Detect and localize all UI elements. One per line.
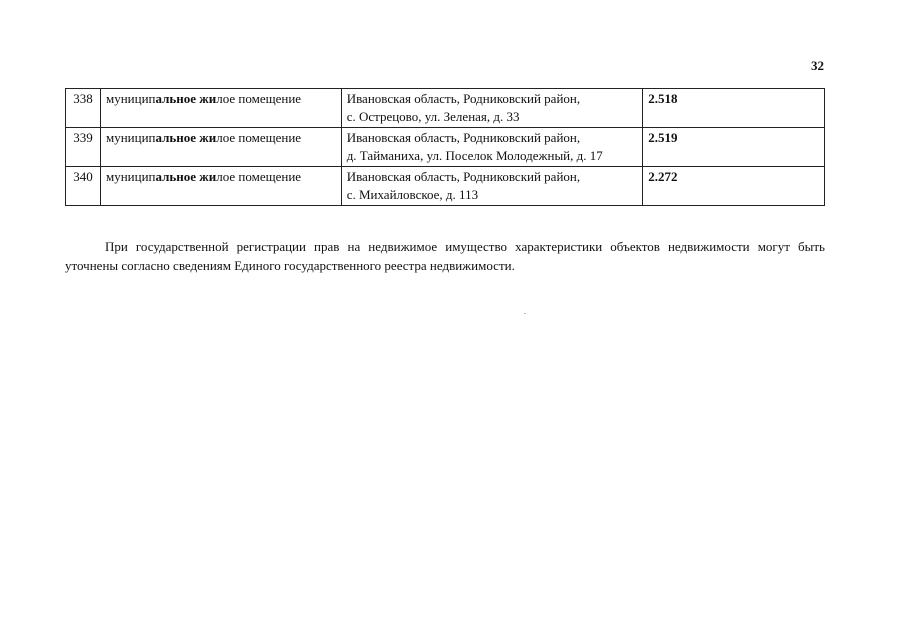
object-name-text-bold: альное жи [155,91,217,106]
value-cell: 2.272 [643,167,825,206]
page-number: 32 [811,58,824,73]
property-table [65,88,825,206]
object-name-cell [100,128,341,167]
row-number-cell: 338 [66,89,101,128]
address-line: Ивановская область, Родниковский район, [346,130,581,145]
value-cell: 2.519 [643,128,825,167]
object-name-text: муницип [105,130,156,145]
address-cell [341,89,643,128]
registration-note: При государственной регистрации прав на недвижимое имущество характеристики объектов недвижимости могут быть уточнены согласно сведениям Единого государственного реестра недвижимости. [65,239,825,273]
address-cell [341,167,643,206]
row-number-cell: 339 [66,128,101,167]
object-name-cell [100,89,341,128]
object-name-text: лое помещение [216,91,302,106]
table-row [66,128,825,167]
row-number-cell: 340 [66,167,101,206]
object-name-cell [100,167,341,206]
scan-speck [524,313,526,314]
address-line: с. Острецово, ул. Зеленая, д. 33 [346,109,520,124]
object-name-text: муницип [105,169,156,184]
object-name-text-bold: альное жи [155,130,217,145]
table-row [66,89,825,128]
address-line: Ивановская область, Родниковский район, [346,169,581,184]
object-name-text: лое помещение [216,130,302,145]
address-line: д. Тайманиха, ул. Поселок Молодежный, д. 17 [346,148,603,163]
object-name-text-bold: альное жи [155,169,217,184]
table-row [66,167,825,206]
address-cell [341,128,643,167]
value-cell: 2.518 [643,89,825,128]
address-line: Ивановская область, Родниковский район, [346,91,581,106]
address-line: с. Михайловское, д. 113 [346,187,479,202]
object-name-text: лое помещение [216,169,302,184]
object-name-text: муницип [105,91,156,106]
